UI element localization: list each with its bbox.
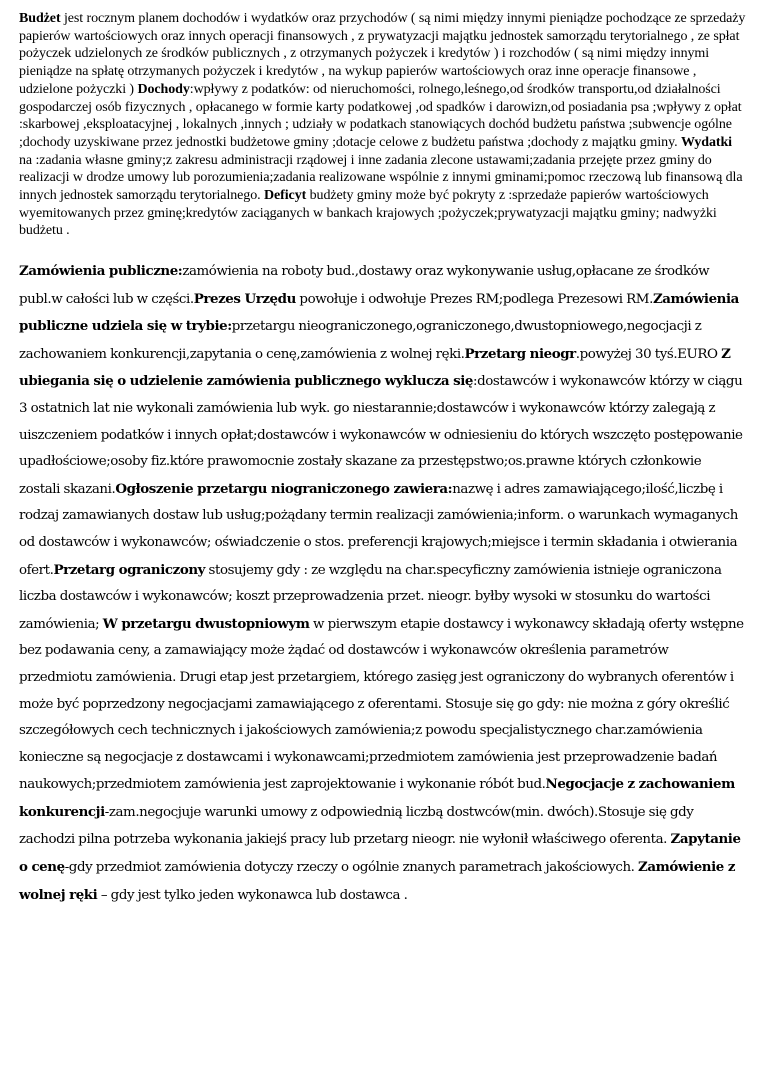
text-przetarg-nieogr: .powyżej 30 tyś.EURO — [575, 346, 722, 362]
term-zamowienia-publiczne: Zamówienia publiczne: — [19, 263, 183, 279]
text-dochody-list: :wpływy z podatków: od nieruchomości, rolnego,leśnego,od środków transportu,od działalności gospodarczej osób fizycznych , opłacanego w formie karty podatkowej ,od spadków i darowizn,od posiadania psa ;wpływy z opłat :skarbowej ,eksploatacyjnej , lokalnych ,innych ; udziały w podatkach stanowiących dochód budżetu państwa ;subwencje ogólne ;dochody uzyskiwane przez jednostki budżetowe gminy ;dotacje celowe z budżetu państwa ;dochody z majątku gminy. — [19, 81, 742, 150]
term-wydatki: Wydatki — [680, 134, 732, 150]
text-tryby-list: przetargu nieograniczonego,ograniczonego,dwustopniowego,negocjacji z zachowaniem konkurencji,zapytania o cenę,zamówienia z wolnej ręki. — [19, 319, 702, 362]
text-budzet-definition: jest rocznym planem dochodów i wydatków oraz przychodów ( są nimi między innymi pieniądze pochodzące ze sprzedaży papierów wartościowych oraz innych operacji finansowych , z prywatyzacji majątku jednostek samorządu terytorialnego , ze spłat pożyczek udzielonych ze środków publicznych , z otrzymanych pożyczek i kredytów ) i rozchodów ( są nimi między innymi pieniądze na spłatę otrzymanych pożyczek i kredytów , na wykup papierów wartościowych oraz inne operacje finansowe , udzielone pożyczki ) — [19, 11, 746, 97]
text-wykluczenie-list: :dostawców i wykonawców którzy w ciągu 3 ostatnich lat nie wykonali zamówienia lub wyk. go niestarannie;dostawców i wykonawców którzy zalegają z uiszczeniem podatków i innych opłat;dostawców i wykonawców w odniesieniu do których wszczęto postępowanie upadłościowe;osoby fiz.które prawomocnie zostały skazane za przestępstwo;os.prawne których członkowie zostali skazani. — [19, 374, 743, 497]
term-wykluczenie: Z ubiegania się o udzielenie zamówienia publicznego wyklucza się — [19, 345, 731, 390]
paragraph-public-procurement — [19, 258, 744, 909]
text-ogloszenie-list: nazwę i adres zamawiającego;ilość,liczbę i rodzaj zamawianych dostaw lub usług;pożądany termin realizacji zamówienia;inform. o warunkach wymaganych od dostawców i wykonawców; oświadczenie o stos. preferencji krajowych;miejsce i termin składania i otwierania ofert. — [19, 481, 738, 578]
term-przetarg-ograniczony: Przetarg ograniczony — [53, 561, 206, 578]
term-negocjacje: Negocjacje z zachowaniem konkurencji — [19, 776, 735, 820]
term-dochody: Dochody — [137, 81, 190, 97]
text-deficyt-list: budżety gminy może być pokryty z :sprzedaże papierów wartościowych wyemitowanych przez gminę;kredytów zaciąganych w bankach krajowych ;pożyczek;prywatyzacji majątku gminy; nadwyżki budżetu . — [19, 188, 717, 239]
term-prezes-urzedu: Prezes Urzędu — [193, 290, 296, 307]
paragraph-budget — [19, 10, 747, 240]
term-zapytanie-o-cene: Zapytanie o cenę — [19, 831, 741, 876]
term-budzet: Budżet — [19, 11, 61, 26]
text-negocjacje: -zam.negocjuje warunki umowy z odpowiednią liczbą dostwców(min. dwóch).Stosuje się gdy zachodzi pilna potrzeba wykonania jakiejś pracy lub przetarg nieogr. nie wyłonił właściwego oferenta. — [19, 804, 694, 848]
term-deficyt: Deficyt — [264, 188, 307, 204]
term-przetarg-nieogr: Przetarg nieogr — [464, 345, 576, 362]
text-wydatki-list: na :zadania własne gminy;z zakresu administracji rządowej i inne zadania zlecone ustawami;zadania przejęte przez gminy do realizacji w drodze umowy lub porozumienia;zadania realizowane wspólnie z innymi gminami;pomoc rzeczową lub finansową dla innych jednostek samorządu terytorialnego. — [19, 152, 743, 204]
term-ogloszenie-przetargu: Ogłoszenie przetargu niograniczonego zawiera: — [115, 480, 453, 497]
text-zamowienie-z-wolnej-reki: – gdy jest tylko jeden wykonawca lub dostawca . — [97, 887, 408, 903]
text-zamowienia-definition: zamówienia na roboty bud.,dostawy oraz wykonywanie usług,opłacane ze środków publ.w całości lub w części. — [19, 264, 710, 307]
term-zamowienie-z-wolnej-reki: Zamówienie z wolnej ręki — [19, 859, 736, 903]
text-przetarg-ograniczony: stosujemy gdy : ze względu na char.specyficzny zamówienia istnieje ograniczona liczba dostawców i wykonawców; koszt przeprowadzenia przet. nieogr. byłby wysoki w stosunku do wartości zamówienia; — [19, 562, 722, 632]
text-prezes-urzedu: powołuje i odwołuje Prezes RM;podlega Prezesowi RM. — [295, 291, 653, 307]
term-przetarg-dwustopniowy: W przetargu dwustopniowym — [102, 615, 310, 632]
text-przetarg-dwustopniowy: w pierwszym etapie dostawcy i wykonawcy składają oferty wstępne bez podawania ceny, a zamawiający może żądać od dostawców i wykonawców określenia parametrów przedmiotu zamówienia. Drugi etap jest przetargiem, którego zasięg jest ograniczony do wybranych oferentów i może być poprzedzony negocjacjami zamawiającego z oferentami. Stosuje się go gdy: nie można z góry określić szczegółowych cech technicznych i jakościowych zamówienia;z powodu specjalistycznego char.zamówienia konieczne są negocjacje z dostawcami i wykonawcami;przedmiotem zamówienia jest przeprowadzenie badań naukowych;przedmiotem zamówienia jest zaprojektowanie i wykonanie róbót bud. — [19, 616, 744, 793]
text-zapytanie-o-cene: -gdy przedmiot zamówienia dotyczy rzeczy o ogólnie znanych parametrach jakościowych. — [64, 860, 639, 876]
term-tryby-udzielania: Zamówienia publiczne udziela się w trybie: — [19, 290, 739, 335]
